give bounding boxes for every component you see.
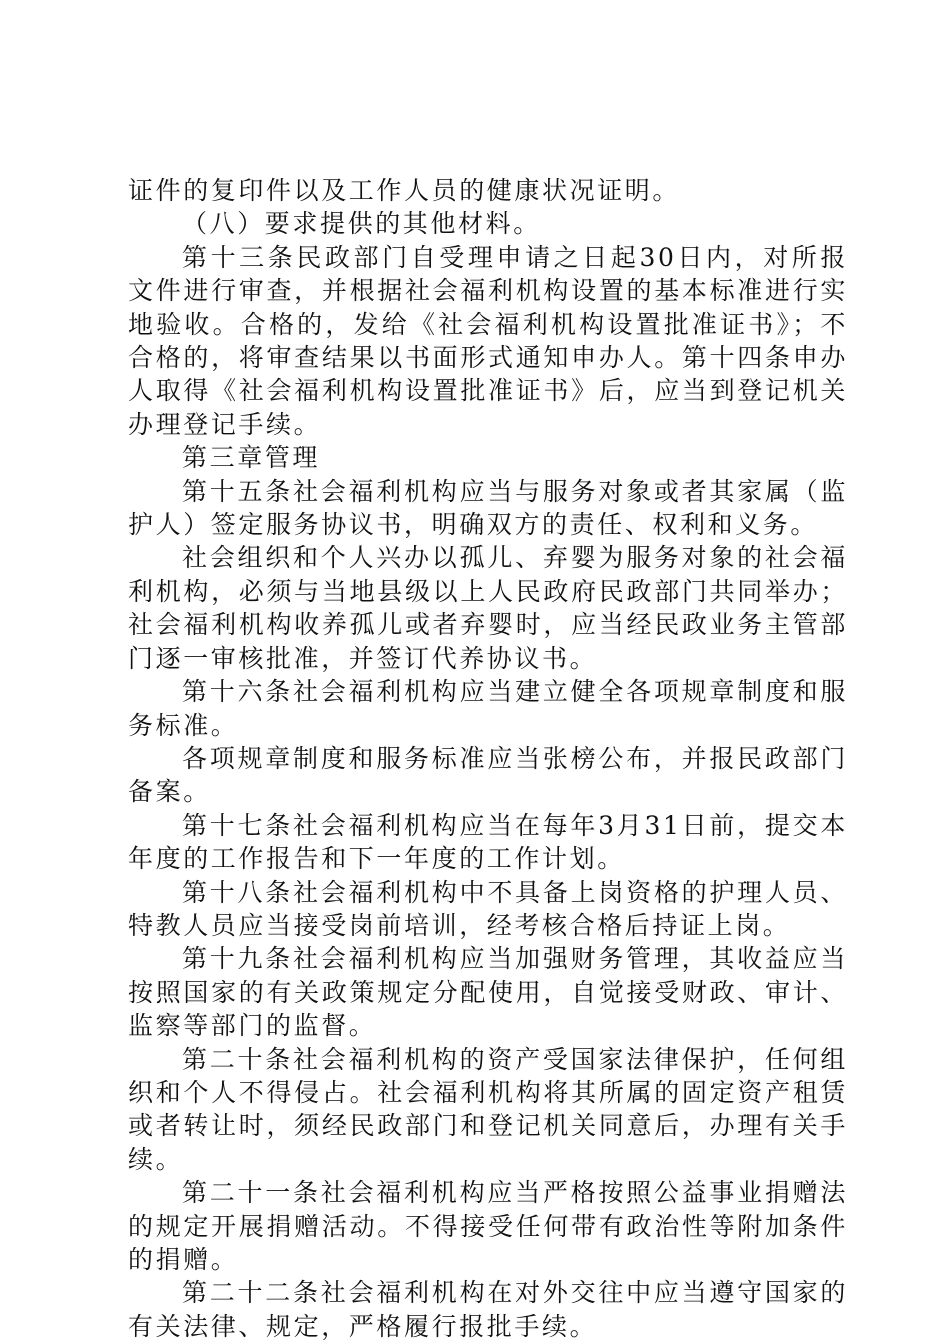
paragraph-article-15: 第十五条社会福利机构应当与服务对象或者其家属（监护人）签定服务协议书，明确双方的责任、权利和义务。 [128,476,848,540]
paragraph-article-18: 第十八条社会福利机构中不具备上岗资格的护理人员、特教人员应当接受岗前培训，经考核合格后持证上岗。 [128,877,848,940]
paragraph-article-21: 第二十一条社会福利机构应当严格按照公益事业捐赠法的规定开展捐赠活动。不得接受任何带有政治性等附加条件的捐赠。 [128,1178,848,1274]
chapter-heading: 第三章管理 [182,443,321,473]
paragraph-article-17: 第十七条社会福利机构应当在每年3月31日前，提交本年度的工作报告和下一年度的工作计划。 [128,810,848,874]
paragraph-article-16: 第十六条社会福利机构应当建立健全各项规章制度和服务标准。 [128,677,848,740]
document-body [128,174,848,1343]
paragraph-article-13-14: 第十三条民政部门自受理申请之日起30日内，对所报文件进行审查，并根据社会福利机构设置的基本标准进行实地验收。合格的，发给《社会福利机构设置批准证书》；不合格的，将审查结果以书面形式通知申办人。第十四条申办人取得《社会福利机构设置批准证书》后，应当到登记机关办理登记手续。 [128,242,848,439]
paragraph-article-22: 第二十二条社会福利机构在对外交往中应当遵守国家的有关法律、规定，严格履行报批手续。 [128,1278,848,1341]
paragraph-article-20: 第二十条社会福利机构的资产受国家法律保护，任何组织和个人不得侵占。社会福利机构将其所属的固定资产租赁或者转让时，须经民政部门和登记机关同意后，办理有关手续。 [128,1044,848,1174]
paragraph-item-8: （八）要求提供的其他材料。 [182,209,541,239]
paragraph-article-19: 第十九条社会福利机构应当加强财务管理，其收益应当按照国家的有关政策规定分配使用，自觉接受财政、审计、监察等部门的监督。 [128,944,848,1041]
paragraph-article-15-clause: 社会组织和个人兴办以孤儿、弃婴为服务对象的社会福利机构，必须与当地县级以上人民政府民政部门共同举办；社会福利机构收养孤儿或者弃婴时，应当经民政业务主管部门逐一审核批准，并签订代养协议书。 [128,543,848,673]
paragraph-continuation: 证件的复印件以及工作人员的健康状况证明。 [128,176,681,205]
paragraph-article-16-clause: 各项规章制度和服务标准应当张榜公布，并报民政部门备案。 [128,743,848,807]
